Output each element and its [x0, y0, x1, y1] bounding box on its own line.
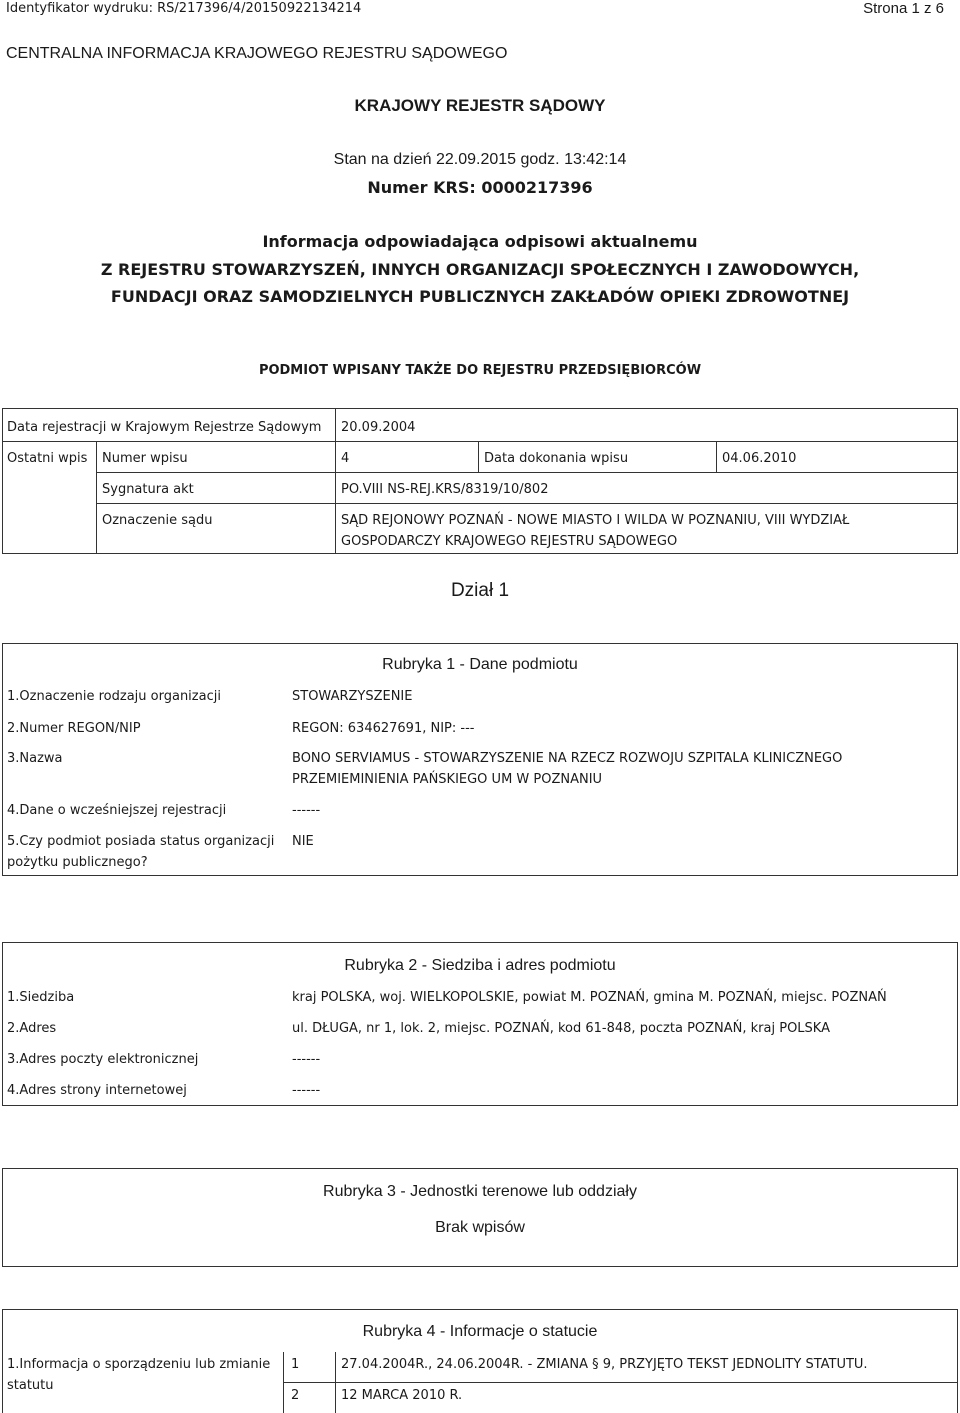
- rubric-4-title: Rubryka 4 - Informacje o statucie: [362, 1323, 598, 1340]
- registration-date-value: 20.09.2004: [341, 420, 416, 435]
- court-label: Oznaczenie sądu: [102, 513, 213, 528]
- entry-number-label: Numer wpisu: [102, 451, 188, 466]
- r1-label-1: 1.Oznaczenie rodzaju organizacji: [7, 689, 221, 704]
- r1-value-1: STOWARZYSZENIE: [292, 689, 413, 704]
- r2-value-3: ------: [292, 1052, 321, 1067]
- info-line-2: Z REJESTRU STOWARZYSZEŃ, INNYCH ORGANIZACJI SPOŁECZNYCH I ZAWODOWYCH,: [100, 260, 860, 279]
- r4-entry-num-1: 1: [291, 1357, 300, 1372]
- r2-label-1: 1.Siedziba: [7, 990, 75, 1005]
- r1-label-5: 5.Czy podmiot posiada status organizacji pożytku publicznego?: [7, 834, 275, 870]
- entity-note: PODMIOT WPISANY TAKŻE DO REJESTRU PRZEDSIĘBIORCÓW: [258, 363, 702, 378]
- signature-value: PO.VIII NS-REJ.KRS/8319/10/802: [341, 482, 549, 497]
- print-identifier: Identyfikator wydruku: RS/217396/4/20150922134214: [6, 1, 362, 16]
- rubric-1-title: Rubryka 1 - Dane podmiotu: [382, 656, 578, 673]
- r1-label-2: 2.Numer REGON/NIP: [7, 721, 141, 736]
- organization-name: CENTRALNA INFORMACJA KRAJOWEGO REJESTRU SĄDOWEGO: [6, 45, 508, 62]
- r1-label-3: 3.Nazwa: [7, 751, 63, 766]
- rubric-3-title: Rubryka 3 - Jednostki terenowe lub oddziały: [323, 1183, 637, 1200]
- r4-entry-value-1: 27.04.2004R., 24.06.2004R. - ZMIANA § 9, PRZYJĘTO TEKST JEDNOLITY STATUTU.: [341, 1357, 868, 1372]
- info-line-3: FUNDACJI ORAZ SAMODZIELNYCH PUBLICZNYCH ZAKŁADÓW OPIEKI ZDROWOTNEJ: [110, 287, 850, 306]
- section-title: Dział 1: [450, 580, 510, 601]
- state-date: Stan na dzień 22.09.2015 godz. 13:42:14: [333, 151, 627, 168]
- r2-value-1: kraj POLSKA, woj. WIELKOPOLSKIE, powiat M. POZNAŃ, gmina M. POZNAŃ, miejsc. POZNAŃ: [292, 990, 887, 1005]
- r4-label: 1.Informacja o sporządzeniu lub zmianie statutu: [7, 1357, 271, 1393]
- r1-label-4: 4.Dane o wcześniejszej rejestracji: [7, 803, 227, 818]
- r1-value-5: NIE: [292, 834, 314, 849]
- r1-value-3: BONO SERVIAMUS - STOWARZYSZENIE NA RZECZ ROZWOJU SZPITALA KLINICZNEGO PRZEMIEMINIENIA PAŃSKIEGO UM W POZNANIU: [292, 751, 843, 787]
- r2-label-3: 3.Adres poczty elektronicznej: [7, 1052, 199, 1067]
- registry-title: KRAJOWY REJESTR SĄDOWY: [354, 96, 606, 115]
- r2-label-2: 2.Adres: [7, 1021, 57, 1036]
- r1-value-4: ------: [292, 803, 321, 818]
- r2-value-4: ------: [292, 1083, 321, 1098]
- r2-label-4: 4.Adres strony internetowej: [7, 1083, 187, 1098]
- krs-number: Numer KRS: 0000217396: [367, 178, 593, 197]
- court-value: SĄD REJONOWY POZNAŃ - NOWE MIASTO I WILDA W POZNANIU, VIII WYDZIAŁ GOSPODARCZY KRAJOWEGO REJESTRU SĄDOWEGO: [341, 513, 850, 549]
- entry-date-value: 04.06.2010: [722, 451, 797, 466]
- r1-value-2: REGON: 634627691, NIP: ---: [292, 721, 475, 736]
- signature-label: Sygnatura akt: [102, 482, 194, 497]
- r4-entry-value-2: 12 MARCA 2010 R.: [341, 1388, 463, 1403]
- r4-entry-num-2: 2: [291, 1388, 300, 1403]
- rubric-3-empty: Brak wpisów: [435, 1219, 525, 1236]
- page-number: Strona 1 z 6: [863, 0, 944, 17]
- registration-date-label: Data rejestracji w Krajowym Rejestrze Sądowym: [7, 420, 322, 435]
- entry-number-value: 4: [341, 451, 350, 466]
- rubric-2-title: Rubryka 2 - Siedziba i adres podmiotu: [344, 957, 616, 974]
- entry-date-label: Data dokonania wpisu: [484, 451, 629, 466]
- r2-value-2: ul. DŁUGA, nr 1, lok. 2, miejsc. POZNAŃ, kod 61-848, poczta POZNAŃ, kraj POLSKA: [292, 1021, 830, 1036]
- info-line-1: Informacja odpowiadająca odpisowi aktualnemu: [262, 232, 698, 251]
- last-entry-label: Ostatni wpis: [7, 451, 88, 466]
